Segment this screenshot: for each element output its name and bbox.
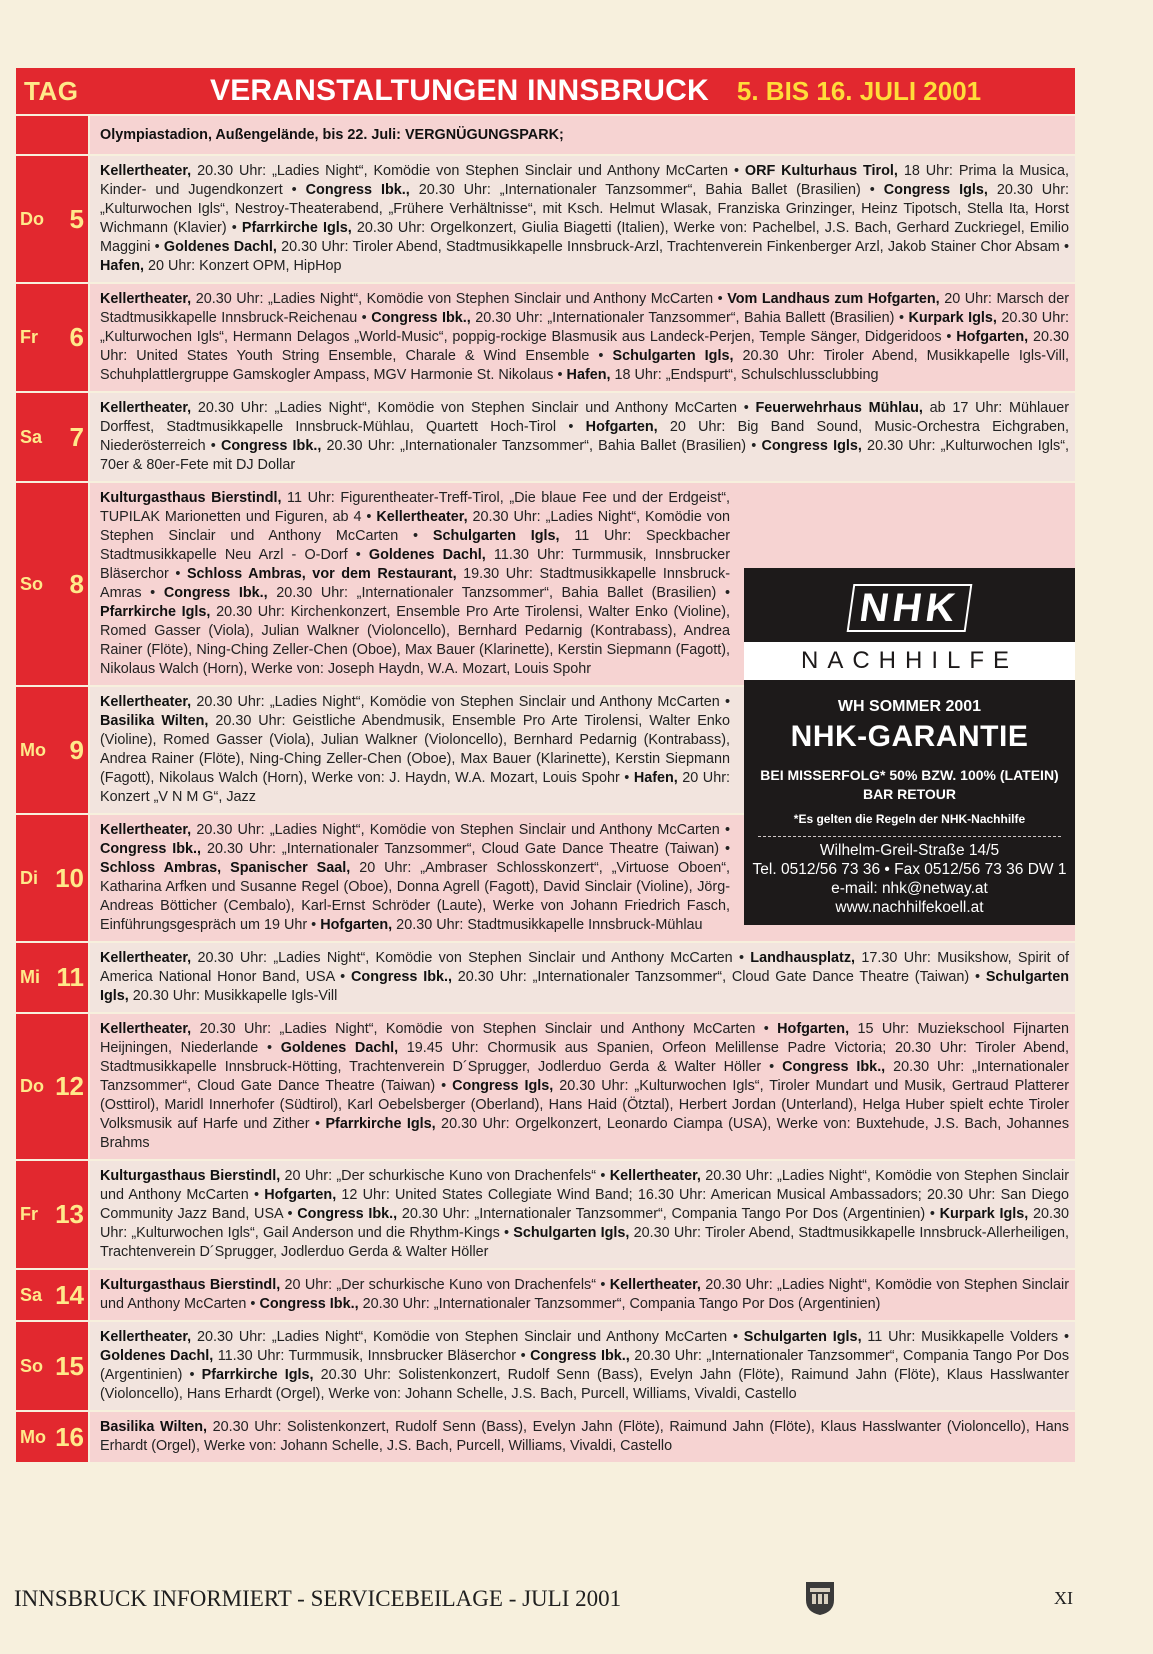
event-venue: Schulgarten Igls, (432, 528, 560, 544)
event-venue: Congress Ibk., (371, 310, 471, 326)
footer-text: INNSBRUCK INFORMIERT - SERVICEBEILAGE - JULI 2001 (14, 1586, 622, 1611)
event-venue: Schulgarten Igls, (513, 1225, 630, 1241)
ad-website[interactable]: www.nachhilfekoell.at (835, 899, 984, 916)
event-description: 20.30 Uhr: Solistenkonzert, Rudolf Senn (Bass), Evelyn Jahn (Flöte), Raimund Jahn (Flöte), Klaus Hasslwanter (Violoncello), Hans Erhardt (Orgel), Werke von: Johann Schelle, J.S. Bach, Purcell, Williams, Vivaldi, Castello (100, 1419, 1070, 1454)
weekday-label: Mo (20, 1426, 46, 1447)
day-events (90, 941, 1075, 1012)
header-bar (16, 68, 1075, 114)
nhk-logo-area (744, 568, 1075, 636)
day-number: 14 (55, 1279, 84, 1310)
event-description: 20.30 Uhr: United States Youth String Ensemble, Charale & Wind Ensemble • (100, 329, 1069, 364)
event-venue: Congress Ibk., (530, 1348, 630, 1364)
event-description: 20.30 Uhr: „Internationaler Tanzsommer“, Bahia Ballet (Brasilien) • (267, 585, 730, 601)
weekday-label: So (20, 573, 44, 594)
event-description: 20.30 Uhr: „Kulturwochen Igls“, Nestroy-Theaterabend, „Frühere Verhältnisse“, mit Ksch. Helmut Wlasak, Franziska Grinzinger, Heinz Tipotsch, Stella Ita, Horst Wichmann (Klavier) • (100, 182, 1069, 236)
day-row (16, 282, 1075, 391)
event-description: 20.30 Uhr: Orgelkonzert, Giulia Biagetti (Italien), Werke von: Pachelbel, J.S. Bach, Gerhard Zuckriegel, Emilio Maggini • (100, 220, 1069, 255)
event-venue: Pfarrkirche Igls, (325, 1116, 436, 1132)
day-cell-empty (16, 114, 88, 154)
day-cell (16, 813, 88, 941)
ad-contact (744, 841, 1075, 925)
nhk-brand: NACHHILFE (744, 642, 1075, 680)
event-venue: Kurpark Igls, (908, 310, 997, 326)
event-venue: Schulgarten Igls, (612, 348, 734, 364)
event-description: 20.30 Uhr: „Ladies Night“, Komödie von Stephen Sinclair und Anthony McCarten • (100, 1277, 1069, 1312)
event-venue: Goldenes Dachl, (100, 1348, 214, 1364)
day-events (90, 1012, 1075, 1159)
event-description: 20 Uhr: Big Band Sound, Music-Orchestra Eichgraben, Niederösterreich • (100, 419, 1069, 454)
event-description: 20.30 Uhr: „Ladies Night“, Komödie von Stephen Sinclair und Anthony McCarten • (191, 400, 756, 416)
event-description: 20 Uhr: „Der schurkische Kuno von Drachenfels“ • (280, 1168, 610, 1184)
event-venue: Kellertheater, (100, 1329, 192, 1345)
event-description: 20 Uhr: Marsch der Stadtmusikkapelle Innsbruck-Reichenau • (100, 291, 1069, 326)
weekday-label: Fr (20, 327, 38, 347)
event-venue: Feuerwehrhaus Mühlau, (755, 400, 923, 416)
event-description: 20.30 Uhr: „Ladies Night“, Komödie von Stephen Sinclair und Anthony McCarten • (191, 163, 745, 179)
event-venue: Kulturgasthaus Bierstindl, (100, 490, 282, 506)
event-description: 20.30 Uhr: „Kulturwochen Igls“, Hermann Delagos „World-Music“, poppig-rockige Blasmusik aus Landeck-Perjen, Temple Sänger, Didgeridoos • (100, 310, 1069, 345)
event-venue: Congress Igls, (883, 182, 988, 198)
event-description: 20.30 Uhr: „Ladies Night“, Komödie von Stephen Sinclair und Anthony McCarten • (100, 1168, 1069, 1203)
day-row (16, 1410, 1075, 1462)
day-events (90, 391, 1075, 481)
event-venue: Kellertheater, (100, 163, 192, 179)
nhk-logo: NHK (847, 584, 972, 632)
event-description: 20.30 Uhr: „Internationaler Tanzsommer“, Compania Tango Por Dos (Argentinien) • (397, 1206, 940, 1222)
weekday-label: Mo (20, 739, 46, 760)
weekday-label: Do (20, 208, 44, 229)
event-description: 20.30 Uhr: Kirchenkonzert, Ensemble Pro Arte Tirolensi, Walter Enko (Violine), Romed Gasser (Viola), Julian Walkner (Violoncello), Bernhard Pedarnig (Kontrabass), Andrea Rainer (Flöte), Ning-Ching Zeller-Chen (Oboe), Max Bauer (Klarinette), Kerstin Siepmann (Fagott), Nikolaus Walch (Horn), Werke von: Joseph Haydn, W.A. Mozart, Louis Spohr (100, 604, 730, 677)
event-description: 20.30 Uhr: „Ladies Night“, Komödie von Stephen Sinclair und Anthony McCarten • (191, 1021, 778, 1037)
day-row (16, 941, 1075, 1012)
event-venue: Congress Ibk., (351, 969, 452, 985)
day-row (16, 1268, 1075, 1320)
event-venue: Schloss Ambras, vor dem Restaurant, (186, 566, 457, 582)
event-venue: Kellertheater, (609, 1277, 701, 1293)
event-venue: Vom Landhaus zum Hofgarten, (727, 291, 940, 307)
event-venue: Kellertheater, (609, 1168, 701, 1184)
intro-text (90, 114, 1075, 154)
event-description: 17.30 Uhr: Musikshow, Spirit of America National Honor Band, USA • (100, 950, 1069, 985)
event-description: 11.30 Uhr: Turmmusik, Innsbrucker Bläserchor • (100, 547, 730, 582)
event-description: 20.30 Uhr: Geistliche Abendmusik, Ensemble Pro Arte Tirolensi, Walter Enko (Violine), Romed Gasser (Viola), Julian Walkner (Violoncello), Bernhard Pedarnig (Kontrabass), Andrea Rainer (Flöte), Ning-Ching Zeller-Chen (Oboe), Max Bauer (Klarinette), Kerstin Siepmann (Fagott), Nikolaus Walch (Horn), Werke von: J. Haydn, W.A. Mozart, Louis Spohr • (100, 713, 731, 786)
event-description: 20.30 Uhr: „Internationaler Tanzsommer“, Compania Tango Por Dos (Argentinien) (358, 1296, 881, 1312)
ad-promise-line-2: BAR RETOUR (862, 786, 957, 802)
event-description: 20 Uhr: Konzert „V N M G“, Jazz (100, 770, 730, 805)
event-description: 20.30 Uhr: Tiroler Abend, Stadtmusikkapelle Innsbruck-Arzl, Trachtenverein Finkenberger Arzl, Jakob Stainer Chor Absam • (276, 239, 1069, 255)
event-venue: Congress Ibk., (220, 438, 322, 454)
event-venue: Schloss Ambras, Spanischer Saal, (100, 860, 351, 876)
day-row (16, 391, 1075, 481)
event-venue: Pfarrkirche Igls, (201, 1367, 314, 1383)
event-description: 20.30 Uhr: „Kulturwochen Igls“, Tiroler Mundart und Musik, Gertraud Platterer (Osttirol), Maridl Innerhofer (Südtirol), Karl Oebelsberger (Oberland), Hans Haid (Ötztal), Herbert Jordan (Unterland), Helga Huber spielt echte Tiroler Volksmusik auf Harfe und Zither • (100, 1078, 1069, 1132)
event-venue: Congress Ibk., (305, 182, 410, 198)
event-description: 20.30 Uhr: „Ladies Night“, Komödie von Stephen Sinclair und Anthony McCarten • (191, 1329, 744, 1345)
event-venue: Schulgarten Igls, (743, 1329, 862, 1345)
event-description: 20.30 Uhr: „Internationaler Tanzsommer“, Bahia Ballet (Brasilien) • (409, 182, 884, 198)
page-title: VERANSTALTUNGEN INNSBRUCK (210, 74, 709, 107)
event-description: 20.30 Uhr: „Ladies Night“, Komödie von Stephen Sinclair und Anthony McCarten • (191, 822, 730, 838)
event-description: 11.30 Uhr: Turmmusik, Innsbrucker Bläserchor • (213, 1348, 531, 1364)
day-number: 11 (56, 962, 84, 992)
event-description: 11 Uhr: Figurentheater-Treff-Tirol, „Die blaue Fee und der Erdgeist“, TUPILAK Marionetten und Figuren, ab 4 • (100, 490, 730, 525)
intro-event: VERGNÜGUNGSPARK; (404, 127, 564, 143)
event-venue: Hofgarten, (320, 917, 393, 933)
event-description: 20.30 Uhr: „Internationaler Tanzsommer“, Compania Tango Por Dos (Argentinien) • (100, 1348, 1070, 1383)
event-venue: Congress Ibk., (782, 1059, 886, 1075)
event-venue: Basilika Wilten, (100, 713, 209, 729)
day-cell (16, 685, 88, 813)
footer (14, 1586, 1073, 1620)
event-description: 18 Uhr: „Endspurt“, Schulschlussclubbing (610, 367, 879, 383)
event-description: 20.30 Uhr: Stadtmusikkapelle Innsbruck-Mühlau (392, 917, 703, 933)
day-number: 13 (55, 1199, 84, 1229)
event-description: 20 Uhr: „Der schurkische Kuno von Drachenfels“ • (280, 1277, 610, 1293)
ad-note: *Es gelten die Regeln der NHK-Nachhilfe (793, 812, 1026, 826)
day-cell (16, 282, 88, 391)
weekday-label: Sa (20, 1284, 43, 1305)
event-venue: Kellertheater, (100, 400, 192, 416)
weekday-label: Mi (20, 967, 40, 987)
event-description: 18 Uhr: Prima la Musica, Kinder- und Jugendkonzert • (100, 163, 1069, 198)
day-cell (16, 1159, 88, 1268)
day-cell (16, 391, 88, 481)
event-description: 20.30 Uhr: „Internationaler Tanzsommer“, Bahia Ballet (Brasilien) • (321, 438, 762, 454)
event-venue: Goldenes Dachl, (368, 547, 486, 563)
event-venue: Hofgarten, (956, 329, 1029, 345)
event-venue: Hofgarten, (585, 419, 658, 435)
weekday-label: So (20, 1355, 44, 1376)
day-cell (16, 1268, 88, 1320)
event-venue: Hafen, (633, 770, 678, 786)
ad-email[interactable]: e-mail: nhk@netway.at (831, 880, 988, 897)
event-description: 20.30 Uhr: „Ladies Night“, Komödie von Stephen Sinclair und Anthony McCarten • (191, 950, 751, 966)
ad-promise (744, 766, 1075, 804)
day-row (16, 1012, 1075, 1159)
event-venue: Goldenes Dachl, (163, 239, 277, 255)
ad-phone: Tel. 0512/56 73 36 • Fax 0512/56 73 36 DW 1 (752, 861, 1067, 878)
event-description: 20 Uhr: „Ambraser Schlosskonzert“, „Virtuose Oboen“, Katharina Arfken und Susanne Regel (Oboe), Donna Agrell (Fagott), David Sinclair (Violine), Jörg-Andreas Bötticher (Cembalo), Karl-Ernst Schröder (Laute), Werke von Johann Friedrich Fasch, Einführungsgespräch um 19 Uhr • (100, 860, 730, 933)
event-venue: Kulturgasthaus Bierstindl, (100, 1168, 281, 1184)
day-number: 8 (69, 568, 84, 599)
event-venue: Hafen, (100, 258, 144, 274)
event-venue: Hofgarten, (777, 1021, 850, 1037)
ad-promise-line-1: BEI MISSERFOLG* 50% BZW. 100% (LATEIN) (760, 767, 1059, 783)
day-cell (16, 1320, 88, 1410)
event-description: 20.30 Uhr: „Ladies Night“, Komödie von Stephen Sinclair und Anthony McCarten • (191, 291, 728, 307)
nhk-advertisement (744, 568, 1075, 925)
intro-venue: Olympiastadion, Außengelände, bis 22. Juli: (100, 127, 401, 143)
day-events (90, 282, 1075, 391)
day-events (90, 154, 1075, 282)
weekday-label: Fr (20, 1204, 38, 1224)
ad-season: WH SOMMER 2001 (837, 698, 982, 715)
weekday-label: Sa (20, 426, 43, 447)
event-description: 20.30 Uhr: „Internationaler Tanzsommer“, Cloud Gate Dance Theatre (Taiwan) • (201, 841, 730, 857)
event-venue: Hofgarten, (264, 1187, 337, 1203)
event-venue: Schulgarten Igls, (100, 969, 1069, 1004)
event-description: 20.30 Uhr: „Internationaler Tanzsommer“, Cloud Gate Dance Theatre (Taiwan) • (100, 1059, 1069, 1094)
event-venue: Kellertheater, (100, 694, 192, 710)
event-description: 20.30 Uhr: Solistenkonzert, Rudolf Senn (Bass), Evelyn Jahn (Flöte), Raimund Jahn (Flöte), Klaus Hasslwanter (Violoncello), Hans Erhardt (Orgel), Werke von: Johann Schelle, J.S. Bach, Purcell, Williams, Vivaldi, Castello (100, 1367, 1070, 1402)
date-range: 5. BIS 16. JULI 2001 (736, 75, 982, 106)
event-venue: Pfarrkirche Igls, (241, 220, 352, 236)
event-venue: Congress Ibk., (100, 841, 202, 857)
intro-row (16, 114, 1075, 154)
day-events (90, 1410, 1075, 1462)
day-cell (16, 481, 88, 685)
event-description: 11 Uhr: Speckbacher Stadtmusikkapelle Neu Arzl - O-Dorf • (100, 528, 730, 563)
event-venue: Goldenes Dachl, (280, 1040, 399, 1056)
day-events (90, 1320, 1075, 1410)
tag-column-label: TAG (24, 75, 79, 106)
day-row (16, 1159, 1075, 1268)
event-venue: Kurpark Igls, (939, 1206, 1029, 1222)
event-venue: Landhausplatz, (750, 950, 856, 966)
weekday-label: Do (20, 1076, 44, 1096)
event-venue: Hafen, (566, 367, 611, 383)
event-venue: Congress Igls, (761, 438, 862, 454)
day-number: 7 (69, 421, 84, 452)
event-description: 12 Uhr: United States Collegiate Wind Band; 16.30 Uhr: American Musical Ambassadors; 20.30 Uhr: San Diego Community Jazz Band, USA • (100, 1187, 1069, 1222)
day-number: 6 (69, 322, 84, 352)
day-events (90, 1268, 1075, 1320)
day-number: 10 (55, 862, 84, 893)
event-venue: Kulturgasthaus Bierstindl, (100, 1277, 281, 1293)
event-description: 20 Uhr: Konzert OPM, HipHop (143, 258, 342, 274)
event-venue: Kellertheater, (100, 822, 192, 838)
day-cell (16, 941, 88, 1012)
day-number: 12 (55, 1071, 84, 1101)
event-description: 20.30 Uhr: „Kulturwochen Igls“, Gail Anderson und die Rhythm-Kings • (100, 1206, 1070, 1241)
event-venue: Kellertheater, (100, 1021, 192, 1037)
day-number: 9 (69, 734, 84, 765)
event-venue: Congress Ibk., (163, 585, 268, 601)
innsbruck-crest-icon (804, 1580, 836, 1616)
event-description: 19.30 Uhr: Stadtmusikkapelle Innsbruck-Amras • (100, 566, 730, 601)
ad-divider (758, 836, 1061, 837)
event-description: 20.30 Uhr: „Internationaler Tanzsommer“, Cloud Gate Dance Theatre (Taiwan) • (451, 969, 986, 985)
event-description: 20.30 Uhr: Tiroler Abend, Musikkapelle Igls-Vill, Schuhplattlergruppe Gamskogler Ampass, MGV Harmonie St. Nikolaus • (100, 348, 1070, 383)
ad-guarantee: NHK-GARANTIE (790, 720, 1029, 753)
event-description: 20.30 Uhr: Orgelkonzert, Leonardo Ciampa (USA), Werke von: Buxtehude, J.S. Bach, Johannes Brahms (100, 1116, 1070, 1151)
event-description: 20.30 Uhr: „Kulturwochen Igls“, 70er & 80er-Fete mit DJ Dollar (100, 438, 1069, 473)
event-venue: Pfarrkirche Igls, (100, 604, 211, 620)
event-venue: Kellertheater, (100, 950, 192, 966)
ad-address: Wilhelm-Greil-Straße 14/5 (819, 842, 1000, 859)
day-row (16, 154, 1075, 282)
event-description: 20.30 Uhr: Tiroler Abend, Stadtmusikkapelle Innsbruck-Allerheiligen, Trachtenverein D´Sprugger, Jodlerduo Gerda & Walter Höller (100, 1225, 1069, 1260)
event-venue: Kellertheater, (376, 509, 468, 525)
event-description: 15 Uhr: Muziekschool Fijnarten Heijningen, Niederlande • (100, 1021, 1069, 1056)
day-events (90, 1159, 1075, 1268)
event-venue: Congress Ibk., (297, 1206, 398, 1222)
day-cell (16, 154, 88, 282)
page-number: XI (1054, 1588, 1073, 1608)
event-venue: Congress Igls, (452, 1078, 554, 1094)
event-venue: Congress Ibk., (259, 1296, 359, 1312)
event-venue: ORF Kulturhaus Tirol, (744, 163, 898, 179)
day-number: 5 (69, 203, 84, 234)
event-description: 19.45 Uhr: Chormusik aus Spanien, Orfeon Melillense Padre Victoria; 20.30 Uhr: Tiroler Abend, Stadtmusikkapelle Innsbruck-Hötting, Trachtenverein D´Sprugger, Jodlerduo Gerda & Walter Höller • (100, 1040, 1069, 1075)
event-venue: Basilika Wilten, (100, 1419, 208, 1435)
event-description: 20.30 Uhr: „Internationaler Tanzsommer“, Bahia Ballett (Brasilien) • (470, 310, 909, 326)
day-row (16, 1320, 1075, 1410)
event-description: 11 Uhr: Musikkapelle Volders • (861, 1329, 1069, 1345)
day-cell (16, 1410, 88, 1462)
event-description: 20.30 Uhr: „Ladies Night“, Komödie von Stephen Sinclair und Anthony McCarten • (191, 694, 730, 710)
day-number: 15 (55, 1350, 84, 1381)
event-description: 20.30 Uhr: Musikkapelle Igls-Vill (128, 988, 338, 1004)
event-venue: Kellertheater, (100, 291, 192, 307)
event-description: 20.30 Uhr: „Ladies Night“, Komödie von Stephen Sinclair und Anthony McCarten • (100, 509, 730, 544)
weekday-label: Di (20, 867, 38, 888)
day-number: 16 (55, 1421, 84, 1452)
day-cell (16, 1012, 88, 1159)
event-description: ab 17 Uhr: Mühlauer Dorffest, Stadtmusikkapelle Innsbruck-Mühlau, Quartett Hoch-Tirol • (100, 400, 1069, 435)
